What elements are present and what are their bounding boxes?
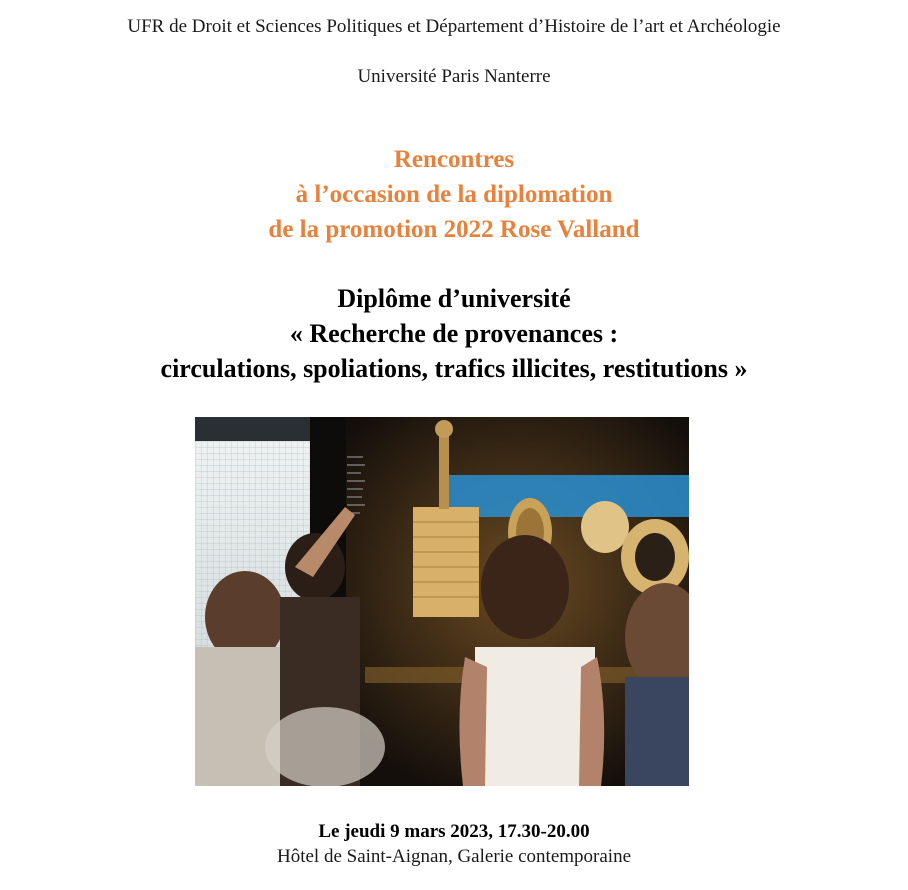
diploma-title: Diplôme d’université [337,284,571,313]
diploma-subtitle-line-2: circulations, spoliations, trafics illicites, restitutions » [160,354,748,383]
event-venue: Hôtel de Saint-Aignan, Galerie contemporaine [276,846,631,867]
university-name: Université Paris Nanterre [357,66,551,87]
institution-line: UFR de Droit et Sciences Politiques et Département d’Histoire de l’art et Archéologie [127,16,781,37]
museum-photo [195,417,689,786]
event-title-line-2: à l’occasion de la diplomation [295,181,613,208]
event-title-line-1: Rencontres [393,146,515,173]
event-title-line-3: de la promotion 2022 Rose Valland [268,216,640,243]
diploma-subtitle-line-1: « Recherche de provenances : [289,319,619,348]
event-date-time: Le jeudi 9 mars 2023, 17.30-20.00 [318,821,590,842]
